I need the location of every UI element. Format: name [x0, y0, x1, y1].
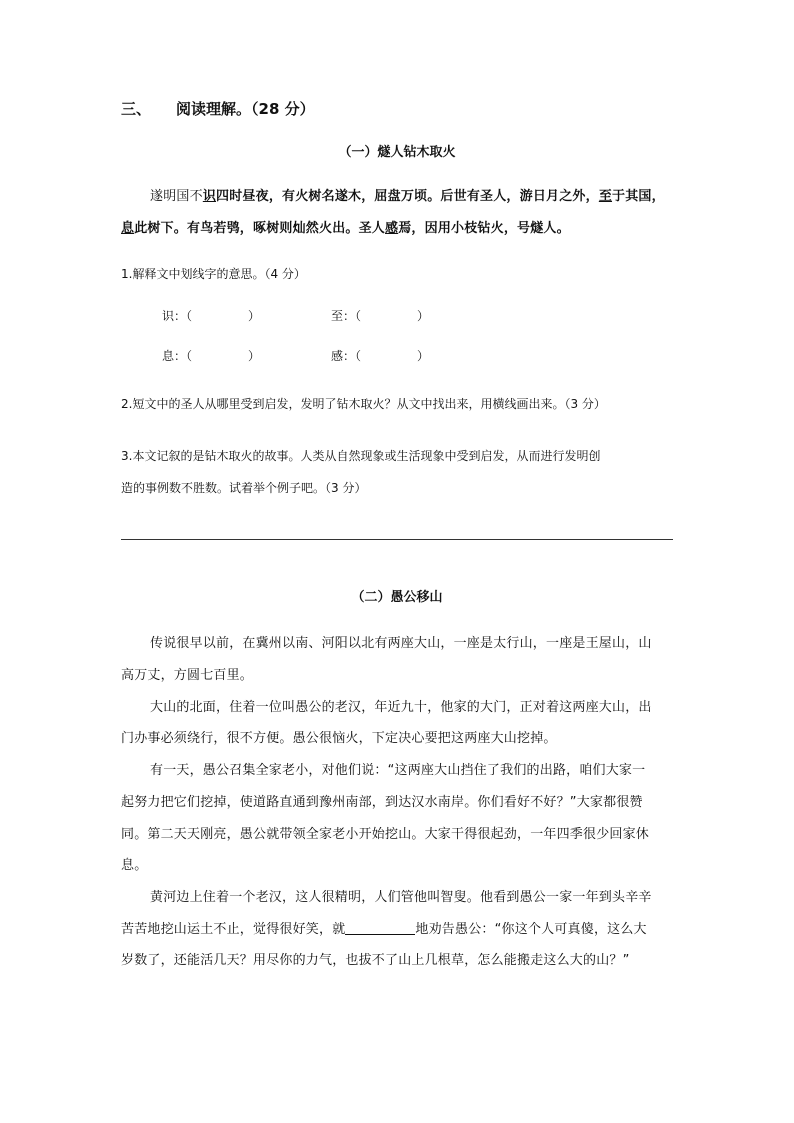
passage2-p2-l2: 门办事必须绕行，很不方便。愚公很恼火，下定决心要把这两座大山挖掉。 [121, 731, 557, 746]
section-number: 三、 [121, 100, 152, 118]
text: 四时昼夜，有火树名遂木，屈盘万顷。后世有圣人，游日月之外， [216, 189, 599, 204]
blank-close: ） [417, 309, 430, 323]
passage1-line2 [121, 217, 570, 236]
question-3-line2: 造的事例数不胜数。试着举个例子吧。（3 分） [121, 481, 367, 495]
passage2-p3-l4: 息。 [121, 858, 148, 873]
text: 于其国， [612, 189, 665, 204]
underlined-word: 息 [121, 221, 135, 236]
blank-4[interactable] [331, 347, 429, 364]
blank-label: 感：（ [331, 349, 362, 363]
question-2: 2.短文中的圣人从哪里受到启发，发明了钻木取火？从文中找出来，用横线画出来。（3 分） [121, 397, 606, 411]
passage2-p4-l1: 黄河边上住着一个老汉，这人很精明，人们管他叫智叟。他看到愚公一家一年到头辛辛 [150, 890, 652, 905]
underlined-word: 识 [202, 189, 217, 204]
underlined-word: 感 [385, 221, 399, 236]
blank-2[interactable] [331, 307, 429, 324]
question-3-line1: 3.本文记叙的是钻木取火的故事。人类从自然现象或生活现象中受到启发，从而进行发明创 [121, 449, 601, 463]
passage2-title: （二）愚公移山 [351, 590, 443, 605]
blank-label: 息：（ [162, 349, 193, 363]
blank-close: ） [248, 309, 261, 323]
text: 地劝告愚公：“你这个人可真傻，这么大 [415, 922, 647, 937]
divider [121, 539, 673, 540]
passage2-p2-l1: 大山的北面，住着一位叫愚公的老汉，年近九十，他家的大门，正对着这两座大山，出 [150, 700, 652, 715]
passage2-p1-l1: 传说很早以前，在冀州以南、河阳以北有两座大山，一座是太行山，一座是王屋山，山 [150, 636, 652, 651]
blank-label: 至：（ [331, 309, 362, 323]
passage2-p3-l2: 起努力把它们挖掉，使道路直通到豫州南部，到达汉水南岸。你们看好不好？”大家都很赞 [121, 795, 643, 810]
passage2-p4-l2 [121, 918, 647, 937]
passage2-p3-l1: 有一天，愚公召集全家老小，对他们说：“这两座大山挡住了我们的出路，咱们大家一 [150, 763, 646, 778]
blank-3[interactable] [162, 347, 260, 364]
blank-1[interactable] [162, 307, 260, 324]
passage2-p4-l3: 岁数了，还能活几天？用尽你的力气，也拔不了山上几根草，怎么能搬走这么大的山？” [121, 953, 630, 968]
blank-close: ） [417, 349, 430, 363]
underlined-word: 至 [598, 189, 613, 204]
text: 苦苦地挖山运土不止，觉得很好笑，就 [121, 922, 346, 937]
fill-blank[interactable] [345, 922, 415, 935]
passage2-p1-l2: 高万丈，方圆七百里。 [121, 668, 254, 683]
section-title: 阅读理解。（28 分） [176, 100, 315, 118]
passage1-title: （一）燧人钻木取火 [338, 145, 456, 160]
question-1: 1.解释文中划线字的意思。（4 分） [121, 267, 306, 281]
passage1-line1 [150, 185, 665, 204]
text: 此树下。有鸟若鸮，啄树则灿然火出。圣人 [134, 221, 386, 236]
blank-close: ） [248, 349, 261, 363]
text: 焉，因用小枝钻火，号燧人。 [398, 221, 570, 236]
blank-label: 识：（ [162, 309, 193, 323]
text: 遂明国不 [150, 189, 203, 204]
passage2-p3-l3: 同。第二天天刚亮，愚公就带领全家老小开始挖山。大家干得很起劲，一年四季很少回家休 [121, 827, 650, 842]
